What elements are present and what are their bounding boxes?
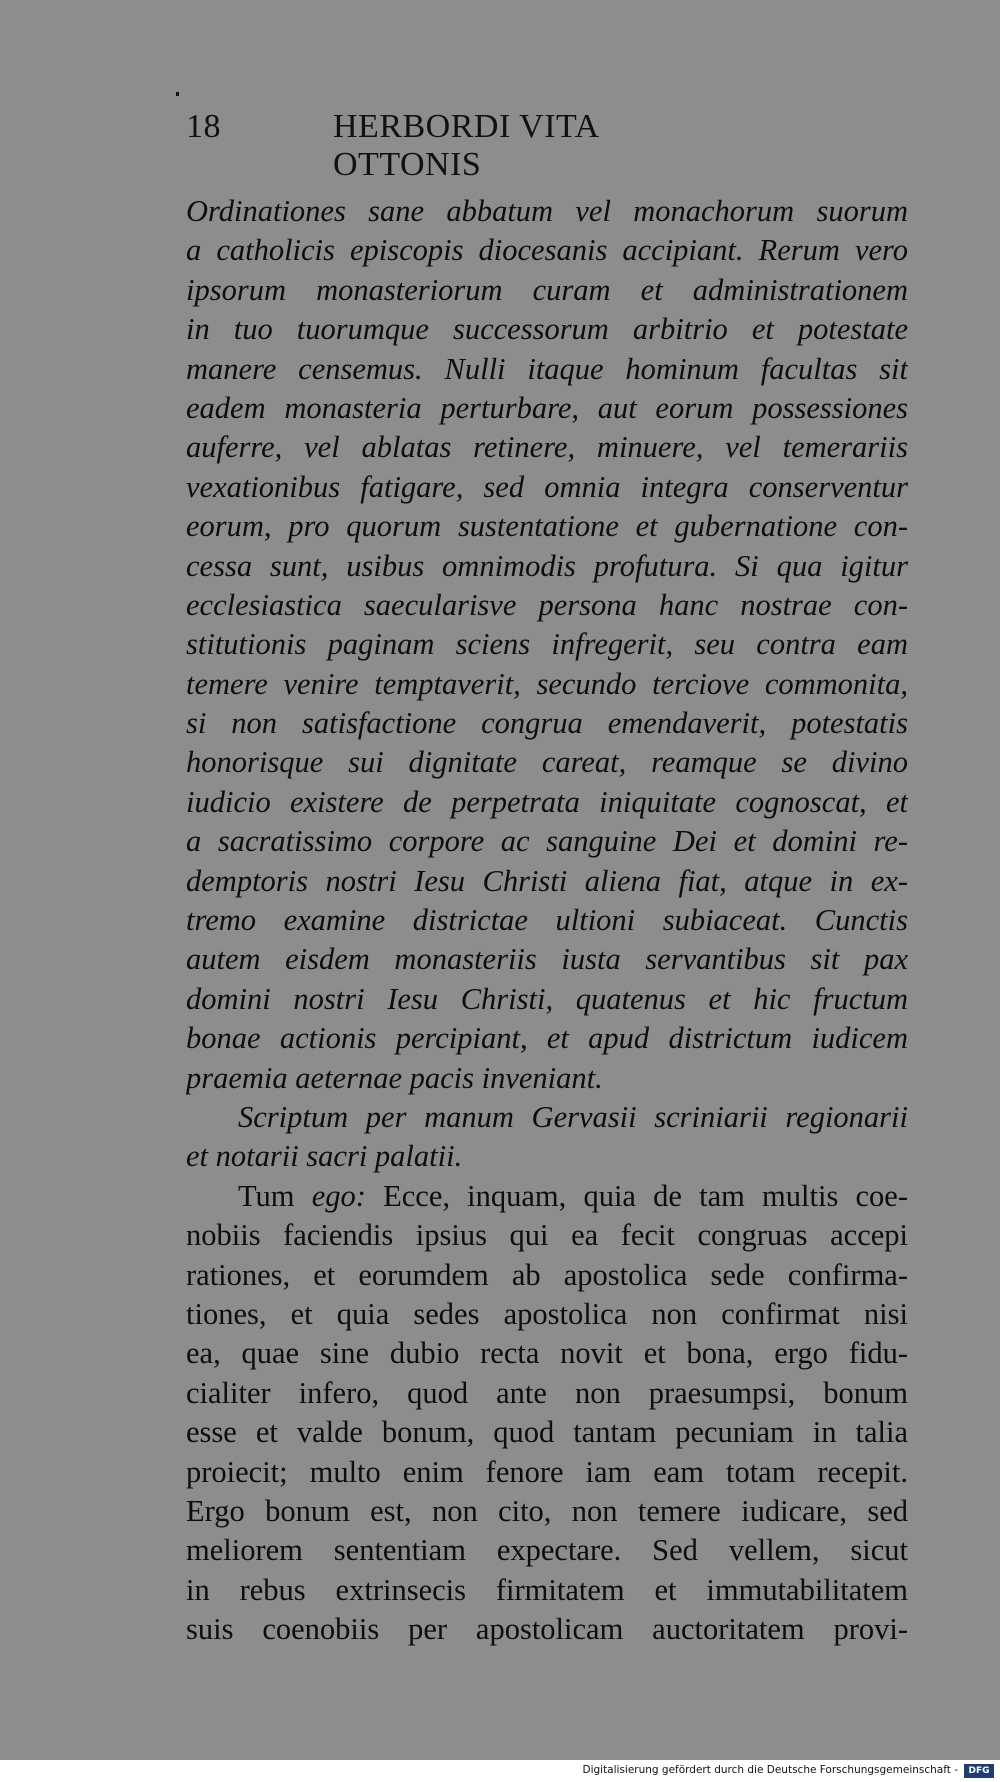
text-line: autem eisdem monasteriis iusta servantibus sit pax [186, 942, 908, 977]
text-line: Ordinationes sane abbatum vel monachorum suorum [186, 194, 908, 228]
text-line: nobiis faciendis ipsius qui ea fecit congruas accepi [186, 1218, 908, 1253]
text-line: in tuo tuorumque successorum arbitrio et potestate [186, 312, 908, 347]
text-line: praemia aeternae pacis inveniant. [186, 1060, 603, 1095]
text-line: eadem monasteria perturbare, aut eorum possessiones [186, 390, 908, 425]
text-line: suis coenobiis per apostolicam auctoritatem provi- [186, 1612, 908, 1647]
text-run: Ecce, inquam, quia de tam multis coe- [365, 1178, 908, 1213]
text-run-italic: ego: [311, 1178, 366, 1213]
text-line: tremo examine districtae ultioni subiaceat. Cunctis [186, 903, 908, 938]
scriptum-paragraph [186, 1098, 908, 1177]
text-line: stitutionis paginam sciens infregerit, seu contra eam [186, 627, 908, 662]
text-run: Tum [238, 1178, 312, 1213]
text-line: tiones, et quia sedes apostolica non confirmat nisi [186, 1296, 908, 1331]
print-speck [176, 92, 179, 96]
text-line: auferre, vel ablatas retinere, minuere, vel temerariis [186, 430, 908, 465]
running-title: HERBORDI VITA OTTONIS [333, 108, 598, 183]
digitization-credit: Digitalisierung gefördert durch die Deutsche Forschungsgemeinschaft - [582, 1764, 958, 1776]
text-line: bonae actionis percipiant, et apud districtum iudicem [186, 1021, 908, 1056]
text-line: demptoris nostri Iesu Christi aliena fiat, atque in ex- [186, 863, 908, 898]
text-line: et notarii sacri palatii. [186, 1139, 463, 1174]
text-line: esse et valde bonum, quod tantam pecuniam in talia [186, 1415, 908, 1450]
text-line: rationes, et eorumdem ab apostolica sede confirma- [186, 1257, 908, 1292]
page-header [186, 108, 746, 183]
text-line: manere censemus. Nulli itaque hominum facultas sit [186, 351, 908, 386]
text-line: in rebus extrinsecis firmitatem et immutabilitatem [186, 1572, 908, 1607]
text-line: proiecit; multo enim fenore iam eam totam recepit. [186, 1454, 908, 1489]
text-line: a catholicis episcopis diocesanis accipiant. Rerum vero [186, 233, 908, 268]
italic-passage [186, 192, 908, 1098]
text-line: eorum, pro quorum sustentatione et gubernatione con- [186, 509, 908, 544]
text-line: a sacratissimo corpore ac sanguine Dei et domini re- [186, 824, 908, 859]
body-text [186, 192, 908, 1649]
text-line: si non satisfactione congrua emendaverit, potestatis [186, 706, 908, 741]
footer-bar [0, 1760, 1000, 1782]
page-number: 18 [186, 108, 221, 145]
text-line: cessa sunt, usibus omnimodis profutura. Si qua igitur [186, 548, 908, 583]
text-line: ecclesiastica saecularisve persona hanc nostrae con- [186, 587, 908, 622]
text-line: ipsorum monasteriorum curam et administrationem [186, 272, 908, 307]
text-line: cialiter infero, quod ante non praesumpsi, bonum [186, 1375, 908, 1410]
text-line: temere venire temptaverit, secundo terciove commonita, [186, 666, 908, 701]
text-line: ea, quae sine dubio recta novit et bona, ergo fidu- [186, 1336, 908, 1371]
text-line: honorisque sui dignitate careat, reamque se divino [186, 745, 908, 780]
text-line [186, 1177, 908, 1216]
text-line: meliorem sententiam expectare. Sed vellem, sicut [186, 1533, 908, 1568]
text-line: Ergo bonum est, non cito, non temere iudicare, sed [186, 1493, 908, 1528]
text-line: vexationibus fatigare, sed omnia integra conserventur [186, 469, 908, 504]
text-line: domini nostri Iesu Christi, quatenus et hic fructum [186, 981, 908, 1016]
dfg-logo-icon: DFG [964, 1764, 994, 1778]
text-line: iudicio existere de perpetrata iniquitate cognoscat, et [186, 784, 908, 819]
tum-ego-paragraph [186, 1177, 908, 1650]
text-line: Scriptum per manum Gervasii scriniarii regionarii [238, 1099, 908, 1134]
